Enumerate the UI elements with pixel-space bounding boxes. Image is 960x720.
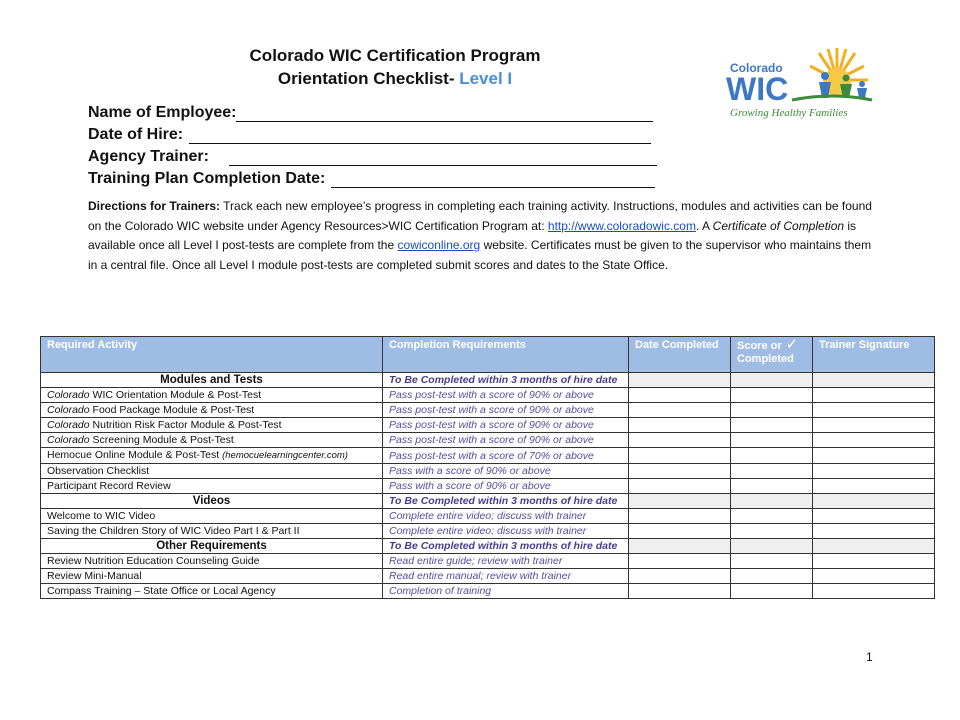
signature-cell[interactable]	[813, 418, 935, 433]
header-completion-requirements: Completion Requirements	[383, 337, 629, 373]
signature-cell[interactable]	[813, 403, 935, 418]
score-cell[interactable]	[731, 494, 813, 509]
requirement-cell: Read entire guide; review with trainer	[383, 554, 629, 569]
date-cell[interactable]	[629, 554, 731, 569]
date-cell[interactable]	[629, 373, 731, 388]
signature-cell[interactable]	[813, 494, 935, 509]
activity-italic-prefix: Colorado	[47, 434, 90, 446]
signature-cell[interactable]	[813, 448, 935, 464]
activity-text: Food Package Module & Post-Test	[89, 404, 255, 416]
directions-text-3: is available once all Level I post-tests are complete from the	[88, 218, 857, 252]
field-label: Name of Employee:	[88, 104, 237, 121]
score-cell[interactable]	[731, 418, 813, 433]
directions-text-4: website. Certificates must be given to the supervisor who maintains them in a central file. Once all Level I module post-tests are completed submit scores and dates to the State Office.	[88, 238, 872, 272]
field-line[interactable]	[236, 105, 653, 122]
requirement-cell: Pass post-test with a score of 90% or above	[383, 403, 629, 418]
activity-text: Hemocue Online Module & Post-Test	[47, 449, 223, 461]
directions-text-1: Track each new employee’s progress in completing each training activity. Instructions, modules and activities can be found on the Colorado WIC website under Agency Resources>WIC Certification Program at:	[88, 199, 872, 233]
signature-cell[interactable]	[813, 388, 935, 403]
activity-cell	[41, 554, 383, 569]
coloradowic-link[interactable]: http://www.coloradowic.com	[547, 218, 696, 233]
activity-text: Compass Training – State Office or Local Agency	[47, 585, 276, 597]
signature-cell[interactable]	[813, 464, 935, 479]
activity-cell	[41, 388, 383, 403]
employee-fields	[88, 100, 657, 188]
score-cell[interactable]	[731, 479, 813, 494]
section-row	[41, 539, 935, 554]
signature-cell[interactable]	[813, 554, 935, 569]
signature-cell[interactable]	[813, 524, 935, 539]
colorado-wic-logo	[722, 40, 882, 124]
date-cell[interactable]	[629, 524, 731, 539]
activity-italic-prefix: Colorado	[47, 389, 90, 401]
section-name: Videos	[41, 494, 383, 509]
date-cell[interactable]	[629, 509, 731, 524]
activity-italic-prefix: Colorado	[47, 419, 90, 431]
date-cell[interactable]	[629, 539, 731, 554]
field-line[interactable]	[331, 171, 655, 188]
name-of-employee-field[interactable]	[88, 100, 657, 122]
date-cell[interactable]	[629, 388, 731, 403]
table-row	[41, 479, 935, 494]
activity-cell	[41, 479, 383, 494]
signature-cell[interactable]	[813, 584, 935, 599]
signature-cell[interactable]	[813, 569, 935, 584]
title-line-2-prefix: Orientation Checklist-	[277, 69, 460, 88]
activity-text: Review Nutrition Education Counseling Guide	[47, 555, 260, 567]
field-line[interactable]	[229, 149, 657, 166]
activity-text: WIC Orientation Module & Post-Test	[89, 389, 262, 401]
table-row	[41, 448, 935, 464]
field-label: Date of Hire:	[88, 126, 184, 143]
requirement-cell: Pass with a score of 90% or above	[383, 479, 629, 494]
date-cell[interactable]	[629, 418, 731, 433]
directions-paragraph	[88, 197, 873, 275]
header-score-or-completed	[731, 337, 813, 373]
activity-italic-prefix: Colorado	[47, 404, 90, 416]
requirement-cell: Complete entire video; discuss with trainer	[383, 524, 629, 539]
header-date-completed: Date Completed	[629, 337, 731, 373]
signature-cell[interactable]	[813, 479, 935, 494]
activity-cell	[41, 509, 383, 524]
date-of-hire-field[interactable]	[88, 122, 657, 144]
requirement-cell: Pass post-test with a score of 90% or above	[383, 433, 629, 448]
activity-text: Saving the Children Story of WIC Video Part I & Part II	[47, 525, 300, 537]
activity-cell	[41, 464, 383, 479]
activity-text: Screening Module & Post-Test	[89, 434, 234, 446]
activity-cell	[41, 524, 383, 539]
score-cell[interactable]	[731, 509, 813, 524]
table-row	[41, 418, 935, 433]
table-row	[41, 569, 935, 584]
activity-cell	[41, 584, 383, 599]
signature-cell[interactable]	[813, 539, 935, 554]
directions-heading: Directions for Trainers:	[88, 199, 221, 213]
activity-suffix: (hemocuelearningcenter.com)	[222, 450, 348, 461]
requirement-cell: Pass post-test with a score of 90% or above	[383, 418, 629, 433]
svg-text:WIC: WIC	[726, 71, 789, 107]
date-cell[interactable]	[629, 448, 731, 464]
title-line-1: Colorado WIC Certification Program	[249, 46, 541, 65]
section-row	[41, 373, 935, 388]
header-trainer-signature: Trainer Signature	[813, 337, 935, 373]
activity-cell	[41, 418, 383, 433]
requirement-cell: Completion of training	[383, 584, 629, 599]
section-name: Modules and Tests	[41, 373, 383, 388]
orientation-checklist-table	[40, 336, 935, 599]
score-cell[interactable]	[731, 373, 813, 388]
date-cell[interactable]	[629, 464, 731, 479]
date-cell[interactable]	[629, 403, 731, 418]
signature-cell[interactable]	[813, 373, 935, 388]
table-row	[41, 433, 935, 448]
score-cell[interactable]	[731, 524, 813, 539]
page-number: 1	[866, 650, 873, 664]
title-line-2	[0, 67, 790, 90]
activity-cell	[41, 569, 383, 584]
completed-label: Completed	[737, 353, 794, 365]
section-row	[41, 494, 935, 509]
score-cell[interactable]	[731, 464, 813, 479]
score-cell[interactable]	[731, 433, 813, 448]
section-requirement: To Be Completed within 3 months of hire date	[383, 539, 629, 554]
score-label: Score or	[737, 340, 782, 352]
score-cell[interactable]	[731, 569, 813, 584]
svg-text:Growing Healthy Families: Growing Healthy Families	[730, 107, 848, 119]
date-cell[interactable]	[629, 584, 731, 599]
table-row	[41, 584, 935, 599]
field-label: Training Plan Completion Date:	[88, 170, 326, 187]
date-cell[interactable]	[629, 494, 731, 509]
header-required-activity: Required Activity	[41, 337, 383, 373]
activity-text: Observation Checklist	[47, 465, 150, 477]
certificate-italic: Certificate of Completion	[712, 218, 845, 233]
activity-cell	[41, 433, 383, 448]
score-cell[interactable]	[731, 539, 813, 554]
wic-logo-graphic	[722, 40, 882, 124]
date-cell[interactable]	[629, 479, 731, 494]
score-cell[interactable]	[731, 388, 813, 403]
table-row	[41, 403, 935, 418]
score-cell[interactable]	[731, 403, 813, 418]
score-cell[interactable]	[731, 448, 813, 464]
table-header-row	[41, 337, 935, 373]
activity-text: Review Mini-Manual	[47, 570, 142, 582]
activity-cell	[41, 448, 383, 464]
requirement-cell: Pass post-test with a score of 90% or above	[383, 388, 629, 403]
document-title	[0, 44, 790, 90]
level-label: Level I	[459, 69, 513, 88]
score-cell[interactable]	[731, 554, 813, 569]
table-row	[41, 388, 935, 403]
requirement-cell: Pass post-test with a score of 70% or above	[383, 448, 629, 464]
requirement-cell: Read entire manual; review with trainer	[383, 569, 629, 584]
signature-cell[interactable]	[813, 433, 935, 448]
score-cell[interactable]	[731, 584, 813, 599]
activity-cell	[41, 403, 383, 418]
training-plan-completion-date-field[interactable]	[88, 166, 657, 188]
table-row	[41, 524, 935, 539]
field-label: Agency Trainer:	[88, 148, 209, 165]
section-name: Other Requirements	[41, 539, 383, 554]
activity-text: Welcome to WIC Video	[47, 510, 156, 522]
section-requirement: To Be Completed within 3 months of hire date	[383, 373, 629, 388]
section-requirement: To Be Completed within 3 months of hire date	[383, 494, 629, 509]
agency-trainer-field[interactable]	[88, 144, 657, 166]
requirement-cell: Complete entire video; discuss with trainer	[383, 509, 629, 524]
activity-text: Nutrition Risk Factor Module & Post-Test	[89, 419, 282, 431]
activity-text: Participant Record Review	[47, 480, 171, 492]
date-cell[interactable]	[629, 433, 731, 448]
table-row	[41, 509, 935, 524]
cowiconline-link[interactable]: cowiconline.org	[397, 238, 481, 252]
svg-text:Colorado: Colorado	[730, 61, 783, 75]
checkmark-icon: ✓	[785, 336, 799, 353]
table-row	[41, 464, 935, 479]
directions-text-2: . A	[695, 218, 710, 233]
table-row	[41, 554, 935, 569]
date-cell[interactable]	[629, 569, 731, 584]
signature-cell[interactable]	[813, 509, 935, 524]
field-line[interactable]	[189, 127, 651, 144]
requirement-cell: Pass with a score of 90% or above	[383, 464, 629, 479]
